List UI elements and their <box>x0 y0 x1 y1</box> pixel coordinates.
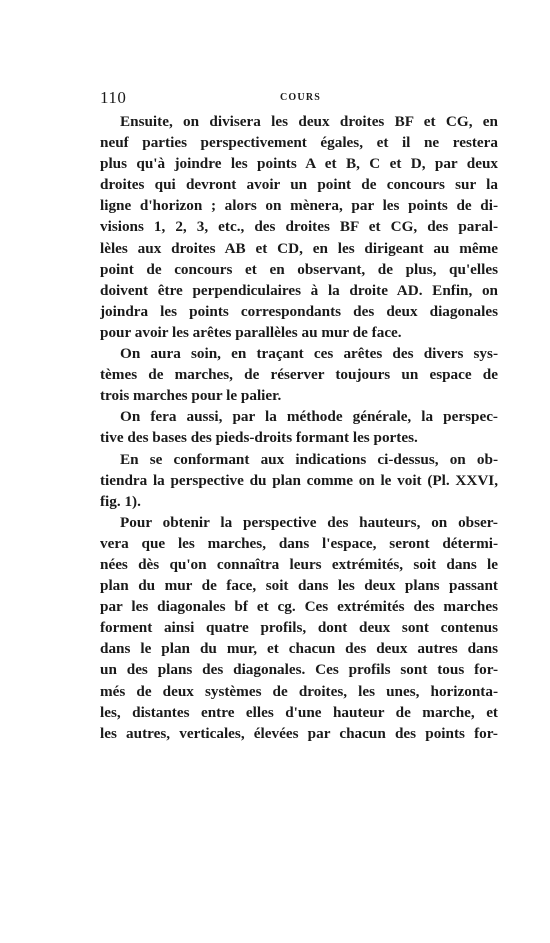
text-line: vera que les marches, dans l'espace, seront détermi- <box>100 534 498 552</box>
text-line: fig. 1). <box>100 492 141 510</box>
text-line: On aura soin, en traçant ces arêtes des divers sys- <box>120 345 498 363</box>
body-text <box>100 111 498 744</box>
text-line: tive des bases des pieds-droits formant les portes. <box>100 429 418 447</box>
text-line: point de concours et en observant, de plus, qu'elles <box>100 260 498 278</box>
text-line: pour avoir les arêtes parallèles au mur de face. <box>100 323 402 341</box>
text-line: les, distantes entre elles d'une hauteur de marche, et <box>100 703 498 721</box>
text-line: neuf parties perspectivement égales, et il ne restera <box>100 134 498 152</box>
text-line: trois marches pour le palier. <box>100 387 282 405</box>
text-line: joindra les points correspondants des deux diagonales <box>100 302 498 320</box>
text-line: par les diagonales bf et cg. Ces extrémités des marches <box>100 598 498 616</box>
text-line: Pour obtenir la perspective des hauteurs, on obser- <box>120 513 498 531</box>
text-line: plus qu'à joindre les points A et B, C et D, par deux <box>100 155 498 173</box>
paragraph <box>100 111 498 343</box>
text-line: En se conformant aux indications ci-dessus, on ob- <box>120 450 498 468</box>
page-header <box>100 88 498 108</box>
text-line: tiendra la perspective du plan comme on le voit (Pl. XXVI, <box>100 471 498 489</box>
text-line: dans le plan du mur, et chacun des deux autres dans <box>100 640 498 658</box>
text-line: droites qui devront avoir un point de concours sur la <box>100 176 498 194</box>
text-line: més de deux systèmes de droites, les unes, horizonta- <box>100 682 498 700</box>
page-number: 110 <box>100 88 127 107</box>
text-line: un des plans des diagonales. Ces profils sont tous for- <box>100 661 498 679</box>
text-line: nées dès qu'on connaîtra leurs extrémités, soit dans le <box>100 555 498 573</box>
text-line: forment ainsi quatre profils, dont deux sont contenus <box>100 619 498 637</box>
paragraph <box>100 343 498 406</box>
text-line: les autres, verticales, élevées par chacun des points for- <box>100 724 498 742</box>
paragraph <box>100 512 498 744</box>
running-head: COURS <box>280 92 322 103</box>
text-line: ligne d'horizon ; alors on mènera, par les points de di- <box>100 197 498 215</box>
text-line: plan du mur de face, soit dans les deux plans passant <box>100 577 498 595</box>
text-line: Ensuite, on divisera les deux droites BF et CG, en <box>120 113 498 130</box>
text-line: tèmes de marches, de réserver toujours un espace de <box>100 366 498 384</box>
text-line: On fera aussi, par la méthode générale, la perspec- <box>120 408 498 426</box>
paragraph <box>100 406 498 448</box>
text-line: doivent être perpendiculaires à la droite AD. Enfin, on <box>100 281 498 299</box>
text-line: visions 1, 2, 3, etc., des droites BF et CG, des paral- <box>100 218 498 236</box>
paragraph <box>100 449 498 512</box>
text-line: lèles aux droites AB et CD, en les dirigeant au même <box>100 239 498 257</box>
